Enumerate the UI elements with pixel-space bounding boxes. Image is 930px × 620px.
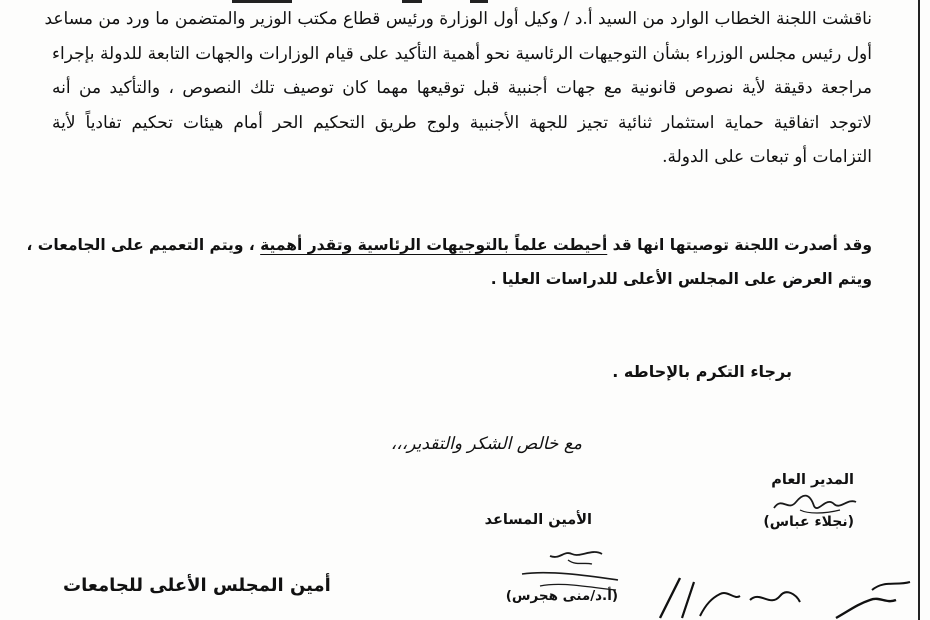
recommendation-prefix: وقد أصدرت اللجنة توصيتها انها قد	[607, 236, 872, 254]
page-edge-line	[918, 0, 920, 620]
discussion-paragraph	[44, 2, 872, 175]
assistant-secretary-signature	[520, 546, 620, 592]
recommendation-line: ويتم العرض على المجلس الأعلى للدراسات العليا .	[490, 270, 872, 288]
general-director-title: المدير العام	[771, 472, 854, 488]
assistant-secretary-name: (أ.د/منى هجرس)	[505, 588, 618, 604]
paragraph-line: لاتوجد اتفاقية حماية استثمار ثنائية تجيز للجهة الأجنبية ولوج طريق التحكيم الحر أمام هيئات تحكيم تفادياً لأية	[52, 112, 872, 133]
paragraph-line: أول رئيس مجلس الوزراء بشأن التوجيهات الرئاسية نحو أهمية التأكيد على قيام الوزارات والجهات التابعة للدولة بإجراء	[52, 43, 872, 64]
general-director-name: (نجلاء عباس)	[763, 514, 854, 530]
paragraph-line: ناقشت اللجنة الخطاب الوارد من السيد أ.د / وكيل أول الوزارة ورئيس قطاع مكتب الوزير والمتضمن ما ورد من مساعد	[44, 9, 872, 29]
recommendation-suffix: ، ويتم التعميم على الجامعات ،	[26, 236, 261, 254]
closing-greeting: مع خالص الشكر والتقدير،،،	[390, 434, 582, 454]
recommendation-line	[26, 228, 872, 262]
paragraph-line: مراجعة دقيقة لأية نصوص قانونية مع جهات أجنبية قبل توقيعها مهما كان توصيف تلك النصوص ، والتأكيد من أنه	[52, 78, 872, 98]
request-line: برجاء التكرم بالإحاطه .	[612, 362, 792, 381]
assistant-secretary-title: الأمين المساعد	[484, 512, 592, 528]
paragraph-line: التزامات أو تبعات على الدولة.	[662, 147, 872, 167]
recommendation-paragraph	[26, 228, 872, 296]
council-secretary-title: أمين المجلس الأعلى للجامعات	[63, 575, 331, 596]
recommendation-underlined: أحيطت علماً بالتوجيهات الرئاسية وتقدر أهمية	[260, 236, 608, 254]
council-secretary-signature	[640, 560, 920, 620]
